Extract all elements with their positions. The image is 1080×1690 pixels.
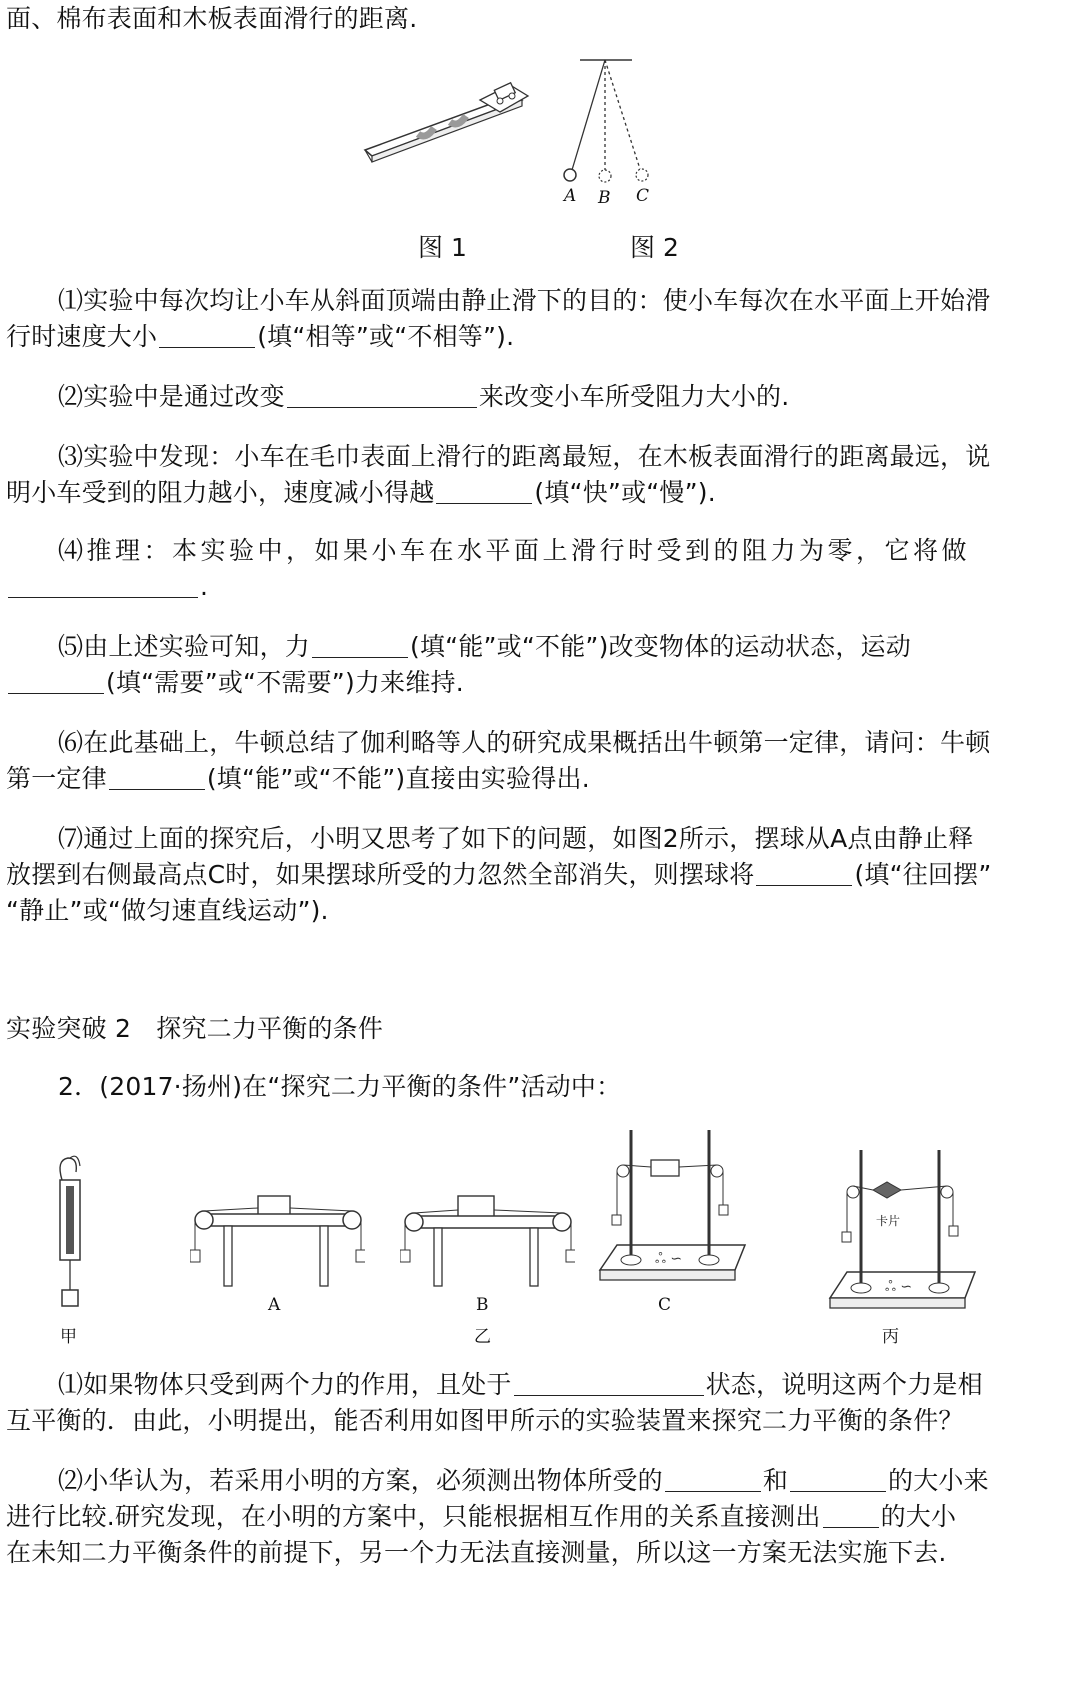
figure-b-label: B bbox=[476, 1295, 489, 1315]
text-line: ⑸由上述实验可知，力 (填“能”或“不能”)改变物体的运动状态，运动 bbox=[58, 632, 911, 661]
figure-c-label: C bbox=[658, 1295, 672, 1315]
text-line: ⑴如果物体只受到两个力的作用，且处于 状态，说明这两个力是相 bbox=[58, 1370, 983, 1399]
text-line: 在未知二力平衡条件的前提下，另一个力无法直接测量，所以这一方案无法实施下去. bbox=[6, 1538, 947, 1567]
text-line: ⑵实验中是通过改变 来改变小车所受阻力大小的. bbox=[58, 382, 790, 411]
card-label: 卡片 bbox=[876, 1214, 901, 1228]
figure-a-table-pulleys bbox=[190, 1190, 365, 1300]
answer-blank[interactable] bbox=[756, 863, 852, 886]
text-line: (填“需要”或“不需要”)力来维持. bbox=[6, 666, 464, 700]
text-line: “静止”或“做匀速直线运动”). bbox=[6, 896, 329, 925]
text-line: 面、棉布表面和木板表面滑行的距离. bbox=[6, 4, 418, 33]
answer-blank[interactable] bbox=[312, 635, 408, 658]
text-line: 2．(2017·扬州)在“探究二力平衡的条件”活动中： bbox=[58, 1072, 622, 1101]
section-heading: 实验突破 2 探究二力平衡的条件 bbox=[6, 1014, 384, 1043]
answer-blank[interactable] bbox=[514, 1373, 704, 1396]
figure-1-ramp bbox=[360, 70, 540, 170]
figure-jia-label: 甲 bbox=[60, 1327, 77, 1347]
answer-blank[interactable] bbox=[436, 481, 532, 504]
answer-blank[interactable] bbox=[287, 385, 477, 408]
text-line: ⑷推理：本实验中，如果小车在水平面上滑行时受到的阻力为零，它将做 bbox=[58, 536, 971, 565]
text-line: ⑴实验中每次均让小车从斜面顶端由静止滑下的目的：使小车每次在水平面上开始滑 bbox=[58, 286, 991, 315]
figure-1-caption: 图 1 bbox=[418, 233, 467, 262]
text-line: 明小车受到的阻力越小，速度减小得越 (填“快”或“慢”). bbox=[6, 478, 716, 507]
text-line: 行时速度大小 (填“相等”或“不相等”). bbox=[6, 322, 515, 351]
figure-yi-label: 乙 bbox=[474, 1327, 491, 1347]
figure-a-label: A bbox=[268, 1295, 281, 1315]
text-line: ⑵小华认为，若采用小明的方案，必须测出物体所受的 和 的大小来 bbox=[58, 1466, 989, 1495]
answer-blank[interactable] bbox=[109, 767, 205, 790]
svg-text:ஃ ∽: ஃ ∽ bbox=[655, 1251, 683, 1267]
figure-jia-spring-scale bbox=[40, 1150, 100, 1330]
text-line: ⑹在此基础上，牛顿总结了伽利略等人的研究成果概括出牛顿第一定律，请问：牛顿 bbox=[58, 728, 991, 757]
text-line: 第一定律 (填“能”或“不能”)直接由实验得出. bbox=[6, 764, 590, 793]
figure-bing-card-stand bbox=[825, 1140, 980, 1315]
figure-2-caption: 图 2 bbox=[630, 233, 679, 262]
text-line: 互平衡的．由此，小明提出，能否利用如图甲所示的实验装置来探究二力平衡的条件？ bbox=[6, 1406, 964, 1435]
answer-blank[interactable] bbox=[665, 1469, 761, 1492]
svg-text:ஃ ∽: ஃ ∽ bbox=[885, 1279, 913, 1295]
text-line: ⑺通过上面的探究后，小明又思考了如下的问题，如图2所示，摆球从A点由静止释 bbox=[58, 824, 974, 853]
text-line: ⑶实验中发现：小车在毛巾表面上滑行的距离最短，在木板表面滑行的距离最远，说 bbox=[58, 442, 991, 471]
pendulum-label-b: B bbox=[598, 188, 611, 208]
figure-b-table-pulleys bbox=[400, 1190, 575, 1300]
answer-blank[interactable] bbox=[823, 1505, 879, 1528]
text-line: . bbox=[6, 570, 208, 604]
answer-blank[interactable] bbox=[790, 1469, 886, 1492]
figure-c-stand-pulleys bbox=[595, 1125, 750, 1290]
figure-2-pendulum bbox=[560, 55, 680, 215]
pendulum-label-a: A bbox=[564, 186, 577, 206]
figure-bing-label: 丙 bbox=[882, 1327, 899, 1347]
text-line: 放摆到右侧最高点C时，如果摆球所受的力忽然全部消失，则摆球将 (填“往回摆” bbox=[6, 860, 992, 889]
answer-blank[interactable] bbox=[8, 671, 104, 694]
answer-blank[interactable] bbox=[8, 575, 198, 598]
text-line: 进行比较.研究发现，在小明的方案中，只能根据相互作用的关系直接测出 的大小 bbox=[6, 1502, 957, 1531]
pendulum-label-c: C bbox=[636, 186, 650, 206]
answer-blank[interactable] bbox=[159, 325, 255, 348]
